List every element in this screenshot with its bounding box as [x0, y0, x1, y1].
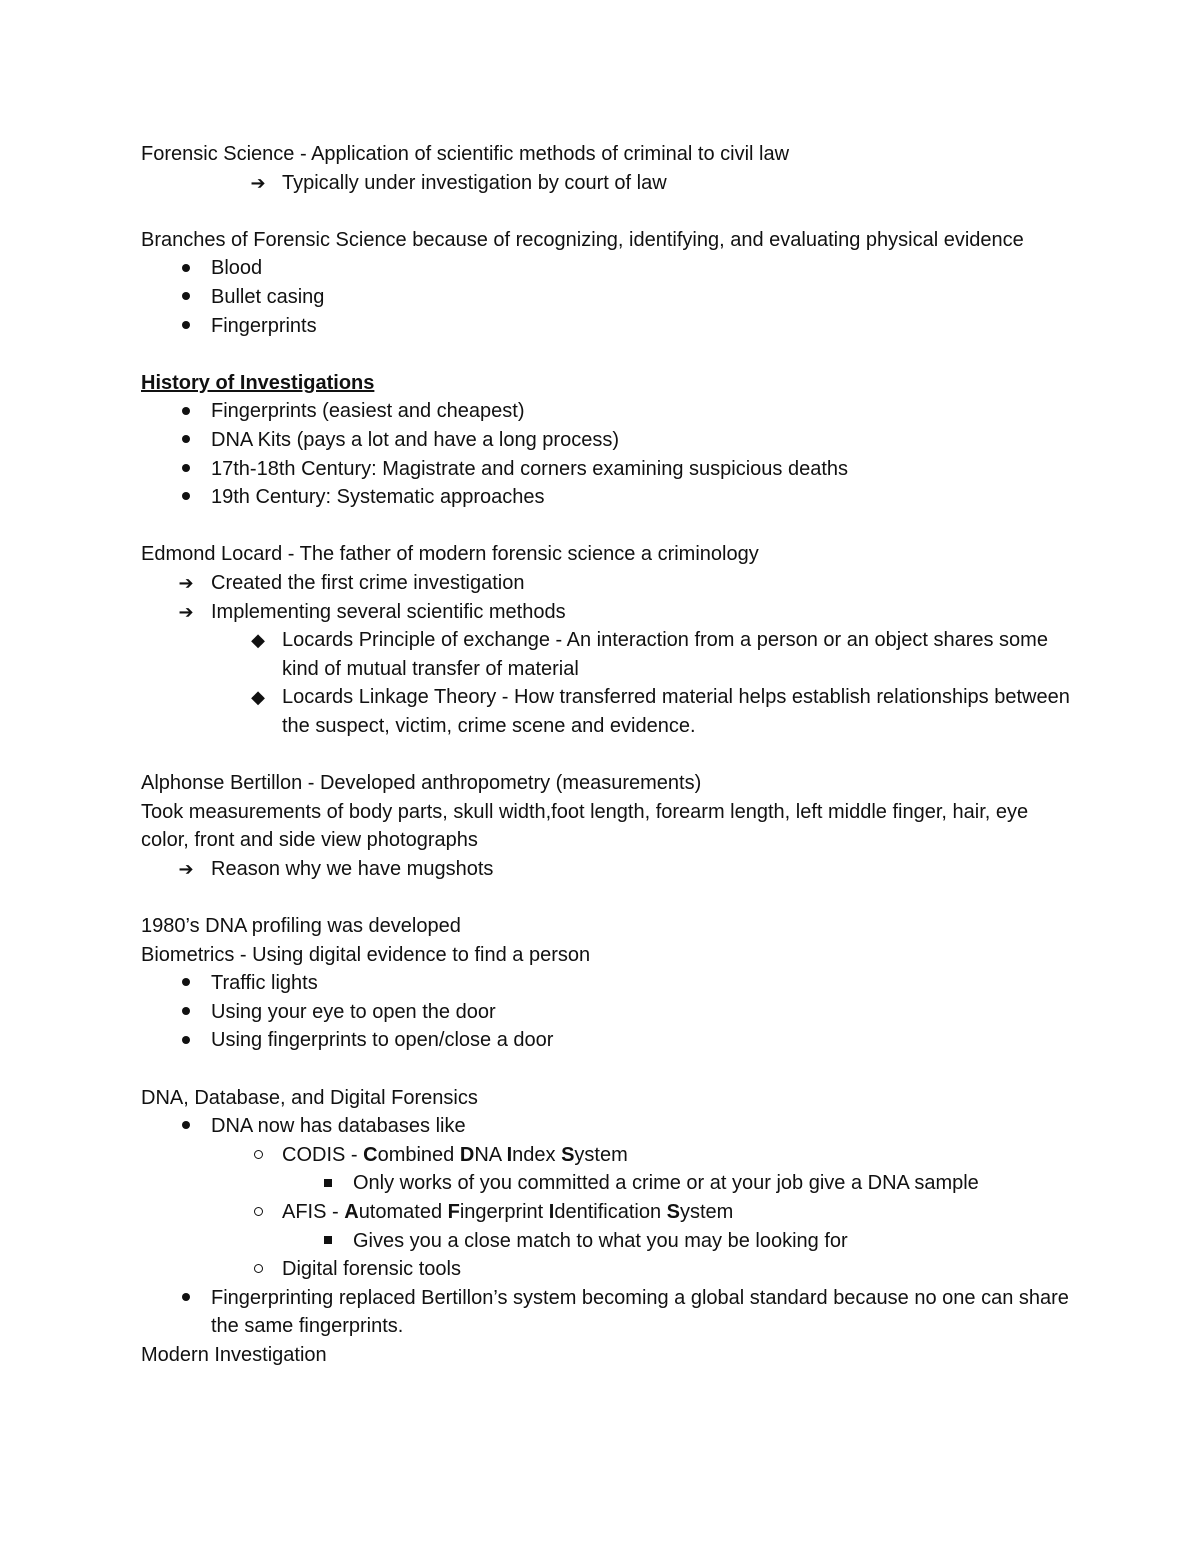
- arrow-item: ➔ Typically under investigation by court of law: [141, 169, 1071, 198]
- bullet-icon: [173, 312, 199, 341]
- circle-bullet-icon: [245, 1198, 271, 1227]
- afis-note: Gives you a close match to what you may be looking for: [141, 1227, 1071, 1256]
- bullet-icon: [173, 455, 199, 484]
- bullet-icon: [173, 1026, 199, 1055]
- locard-title: Edmond Locard - The father of modern forensic science a criminology: [141, 543, 759, 566]
- bullet-icon: [173, 1284, 199, 1313]
- history-heading: History of Investigations: [141, 371, 375, 394]
- square-bullet-icon: [315, 1227, 341, 1256]
- codis-note: Only works of you committed a crime or at your job give a DNA sample: [141, 1169, 1071, 1198]
- digital-forensics-title: DNA, Database, and Digital Forensics: [141, 1086, 478, 1109]
- arrow-icon: ➔: [178, 858, 194, 879]
- list-item: Using your eye to open the door: [141, 998, 1071, 1027]
- afis-item: AFIS - Automated Fingerprint Identification System: [141, 1198, 1071, 1227]
- codis-item: CODIS - Combined DNA Index System: [141, 1141, 1071, 1170]
- list-item: 19th Century: Systematic approaches: [141, 483, 1071, 512]
- forensic-definition: Forensic Science - Application of scientific methods of criminal to civil law: [141, 143, 790, 165]
- bullet-icon: [173, 426, 199, 455]
- list-item: 17th-18th Century: Magistrate and corners examining suspicious deaths: [141, 455, 1071, 484]
- circle-bullet-icon: [245, 1141, 271, 1170]
- list-item: Fingerprinting replaced Bertillon’s system becoming a global standard because no one can share the same fingerprints.: [141, 1284, 1071, 1341]
- bullet-icon: [173, 998, 199, 1027]
- bertillon-title: Alphonse Bertillon - Developed anthropometry (measurements): [141, 772, 702, 795]
- list-item: Using fingerprints to open/close a door: [141, 1026, 1071, 1055]
- arrow-icon: ➔: [250, 172, 266, 193]
- branches-text: Branches of Forensic Science because of recognizing, identifying, and evaluating physical evidence: [141, 228, 1024, 251]
- diamond-icon: ◆: [251, 630, 265, 651]
- square-bullet-icon: [315, 1169, 341, 1198]
- modern-investigation: Modern Investigation: [141, 1343, 327, 1366]
- list-item: Traffic lights: [141, 969, 1071, 998]
- circle-bullet-icon: [245, 1255, 271, 1284]
- list-item: Bullet casing: [141, 283, 1071, 312]
- arrow-item: ➔ Created the first crime investigation: [141, 569, 1071, 598]
- dna-profiling-line: 1980’s DNA profiling was developed: [141, 915, 461, 938]
- list-item: DNA now has databases like: [141, 1112, 1071, 1141]
- arrow-icon: ➔: [178, 572, 194, 593]
- document-body: [141, 140, 1071, 1370]
- list-item: DNA Kits (pays a lot and have a long process): [141, 426, 1071, 455]
- bullet-icon: [173, 1112, 199, 1141]
- list-item: Fingerprints: [141, 312, 1071, 341]
- bullet-icon: [173, 397, 199, 426]
- list-item: Fingerprints (easiest and cheapest): [141, 397, 1071, 426]
- diamond-item: ◆ Locards Principle of exchange - An interaction from a person or an object shares some kind of mutual transfer of material: [141, 626, 1071, 683]
- diamond-item: ◆ Locards Linkage Theory - How transferred material helps establish relationships between the suspect, victim, crime scene and evidence.: [141, 683, 1071, 740]
- digital-tools-item: Digital forensic tools: [141, 1255, 1071, 1284]
- biometrics-line: Biometrics - Using digital evidence to find a person: [141, 943, 591, 966]
- arrow-item: ➔ Implementing several scientific methods: [141, 598, 1071, 627]
- bullet-icon: [173, 283, 199, 312]
- arrow-item: ➔ Reason why we have mugshots: [141, 855, 1071, 884]
- bullet-icon: [173, 254, 199, 283]
- bullet-icon: [173, 483, 199, 512]
- diamond-icon: ◆: [251, 687, 265, 708]
- bullet-icon: [173, 969, 199, 998]
- list-item: Blood: [141, 254, 1071, 283]
- bertillon-text: Took measurements of body parts, skull width,foot length, forearm length, left middle finger, hair, eye color, front and side view photographs: [141, 800, 1029, 852]
- arrow-icon: ➔: [178, 601, 194, 622]
